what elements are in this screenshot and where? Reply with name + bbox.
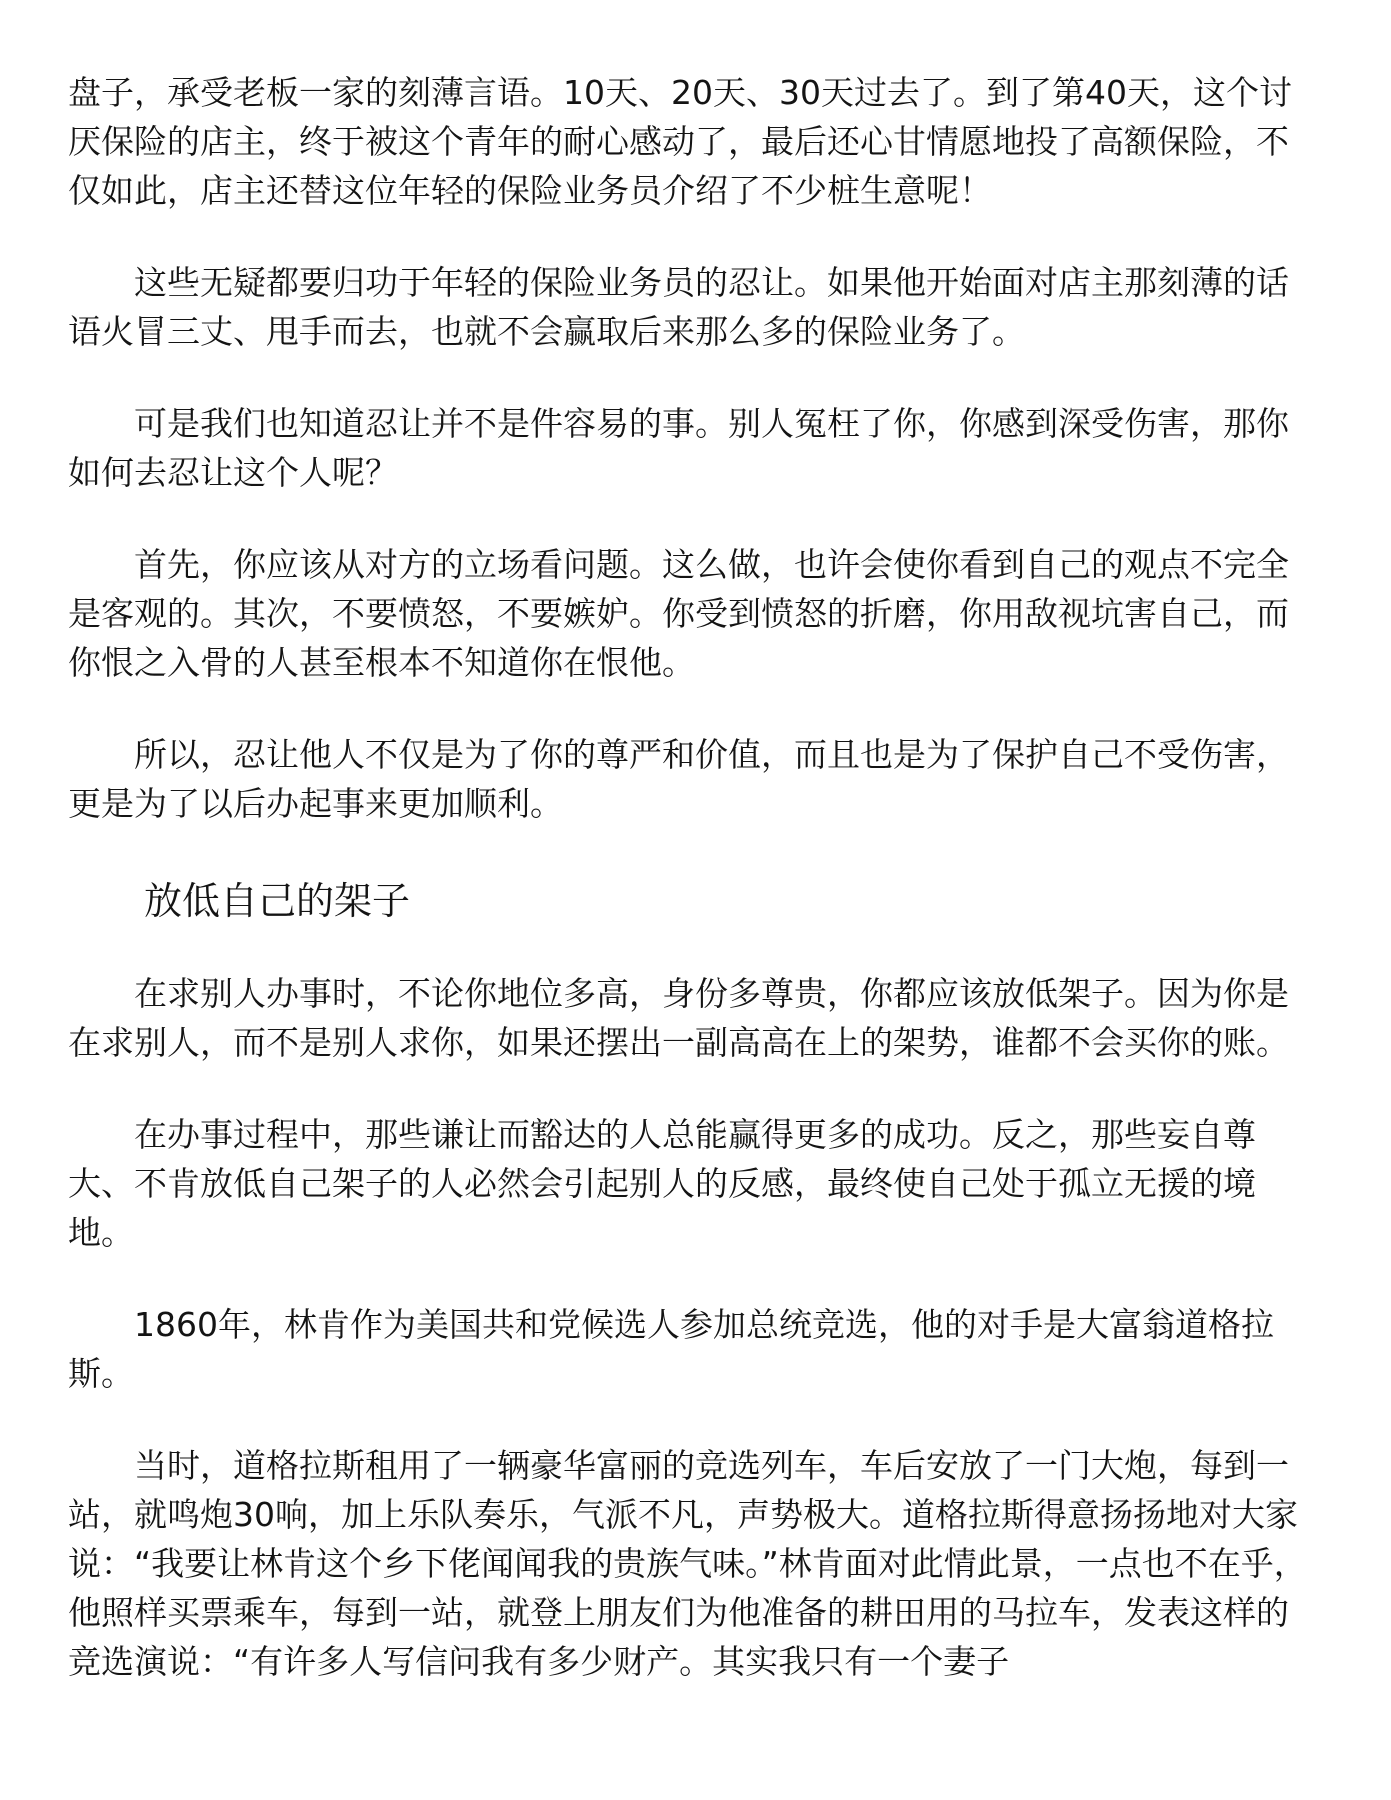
section-heading: 放低自己的架子 <box>144 879 411 923</box>
paragraph: 在求别人办事时，不论你地位多高，身份多尊贵，你都应该放低架子。因为你是在求别人，而不是别人求你，如果还摆出一副高高在上的架势，谁都不会买你的账。 <box>68 974 1289 1062</box>
paragraph: 当时，道格拉斯租用了一辆豪华富丽的竞选列车，车后安放了一门大炮，每到一站，就鸣炮30响，加上乐队奏乐，气派不凡，声势极大。道格拉斯得意扬扬地对大家说：“我要让林肯这个乡下佬闻闻我的贵族气味。”林肯面对此情此景，一点也不在乎，他照样买票乘车，每到一站，就登上朋友们为他准备的耕田用的马拉车，发表这样的竞选演说：“有许多人写信问我有多少财产。其实我只有一个妻子 <box>68 1446 1307 1681</box>
paragraph: 首先，你应该从对方的立场看问题。这么做，也许会使你看到自己的观点不完全是客观的。其次，不要愤怒，不要嫉妒。你受到愤怒的折磨，你用敌视坑害自己，而你恨之入骨的人甚至根本不知道你在恨他。 <box>68 545 1289 682</box>
paragraph: 可是我们也知道忍让并不是件容易的事。别人冤枉了你，你感到深受伤害，那你如何去忍让这个人呢？ <box>68 404 1289 492</box>
paragraph: 在办事过程中，那些谦让而豁达的人总能赢得更多的成功。反之，那些妄自尊大、不肯放低自己架子的人必然会引起别人的反感，最终使自己处于孤立无援的境地。 <box>68 1115 1256 1252</box>
paragraph: 1860年，林肯作为美国共和党候选人参加总统竞选，他的对手是大富翁道格拉斯。 <box>68 1305 1274 1393</box>
document-page <box>68 68 1318 1729</box>
paragraph: 这些无疑都要归功于年轻的保险业务员的忍让。如果他开始面对店主那刻薄的话语火冒三丈、甩手而去，也就不会赢取后来那么多的保险业务了。 <box>68 263 1289 351</box>
paragraph-continuation: 盘子，承受老板一家的刻薄言语。10天、20天、30天过去了。到了第40天，这个讨厌保险的店主，终于被这个青年的耐心感动了，最后还心甘情愿地投了高额保险，不仅如此，店主还替这位年轻的保险业务员介绍了不少桩生意呢！ <box>68 73 1292 210</box>
paragraph: 所以，忍让他人不仅是为了你的尊严和价值，而且也是为了保护自己不受伤害，更是为了以后办起事来更加顺利。 <box>68 735 1289 823</box>
